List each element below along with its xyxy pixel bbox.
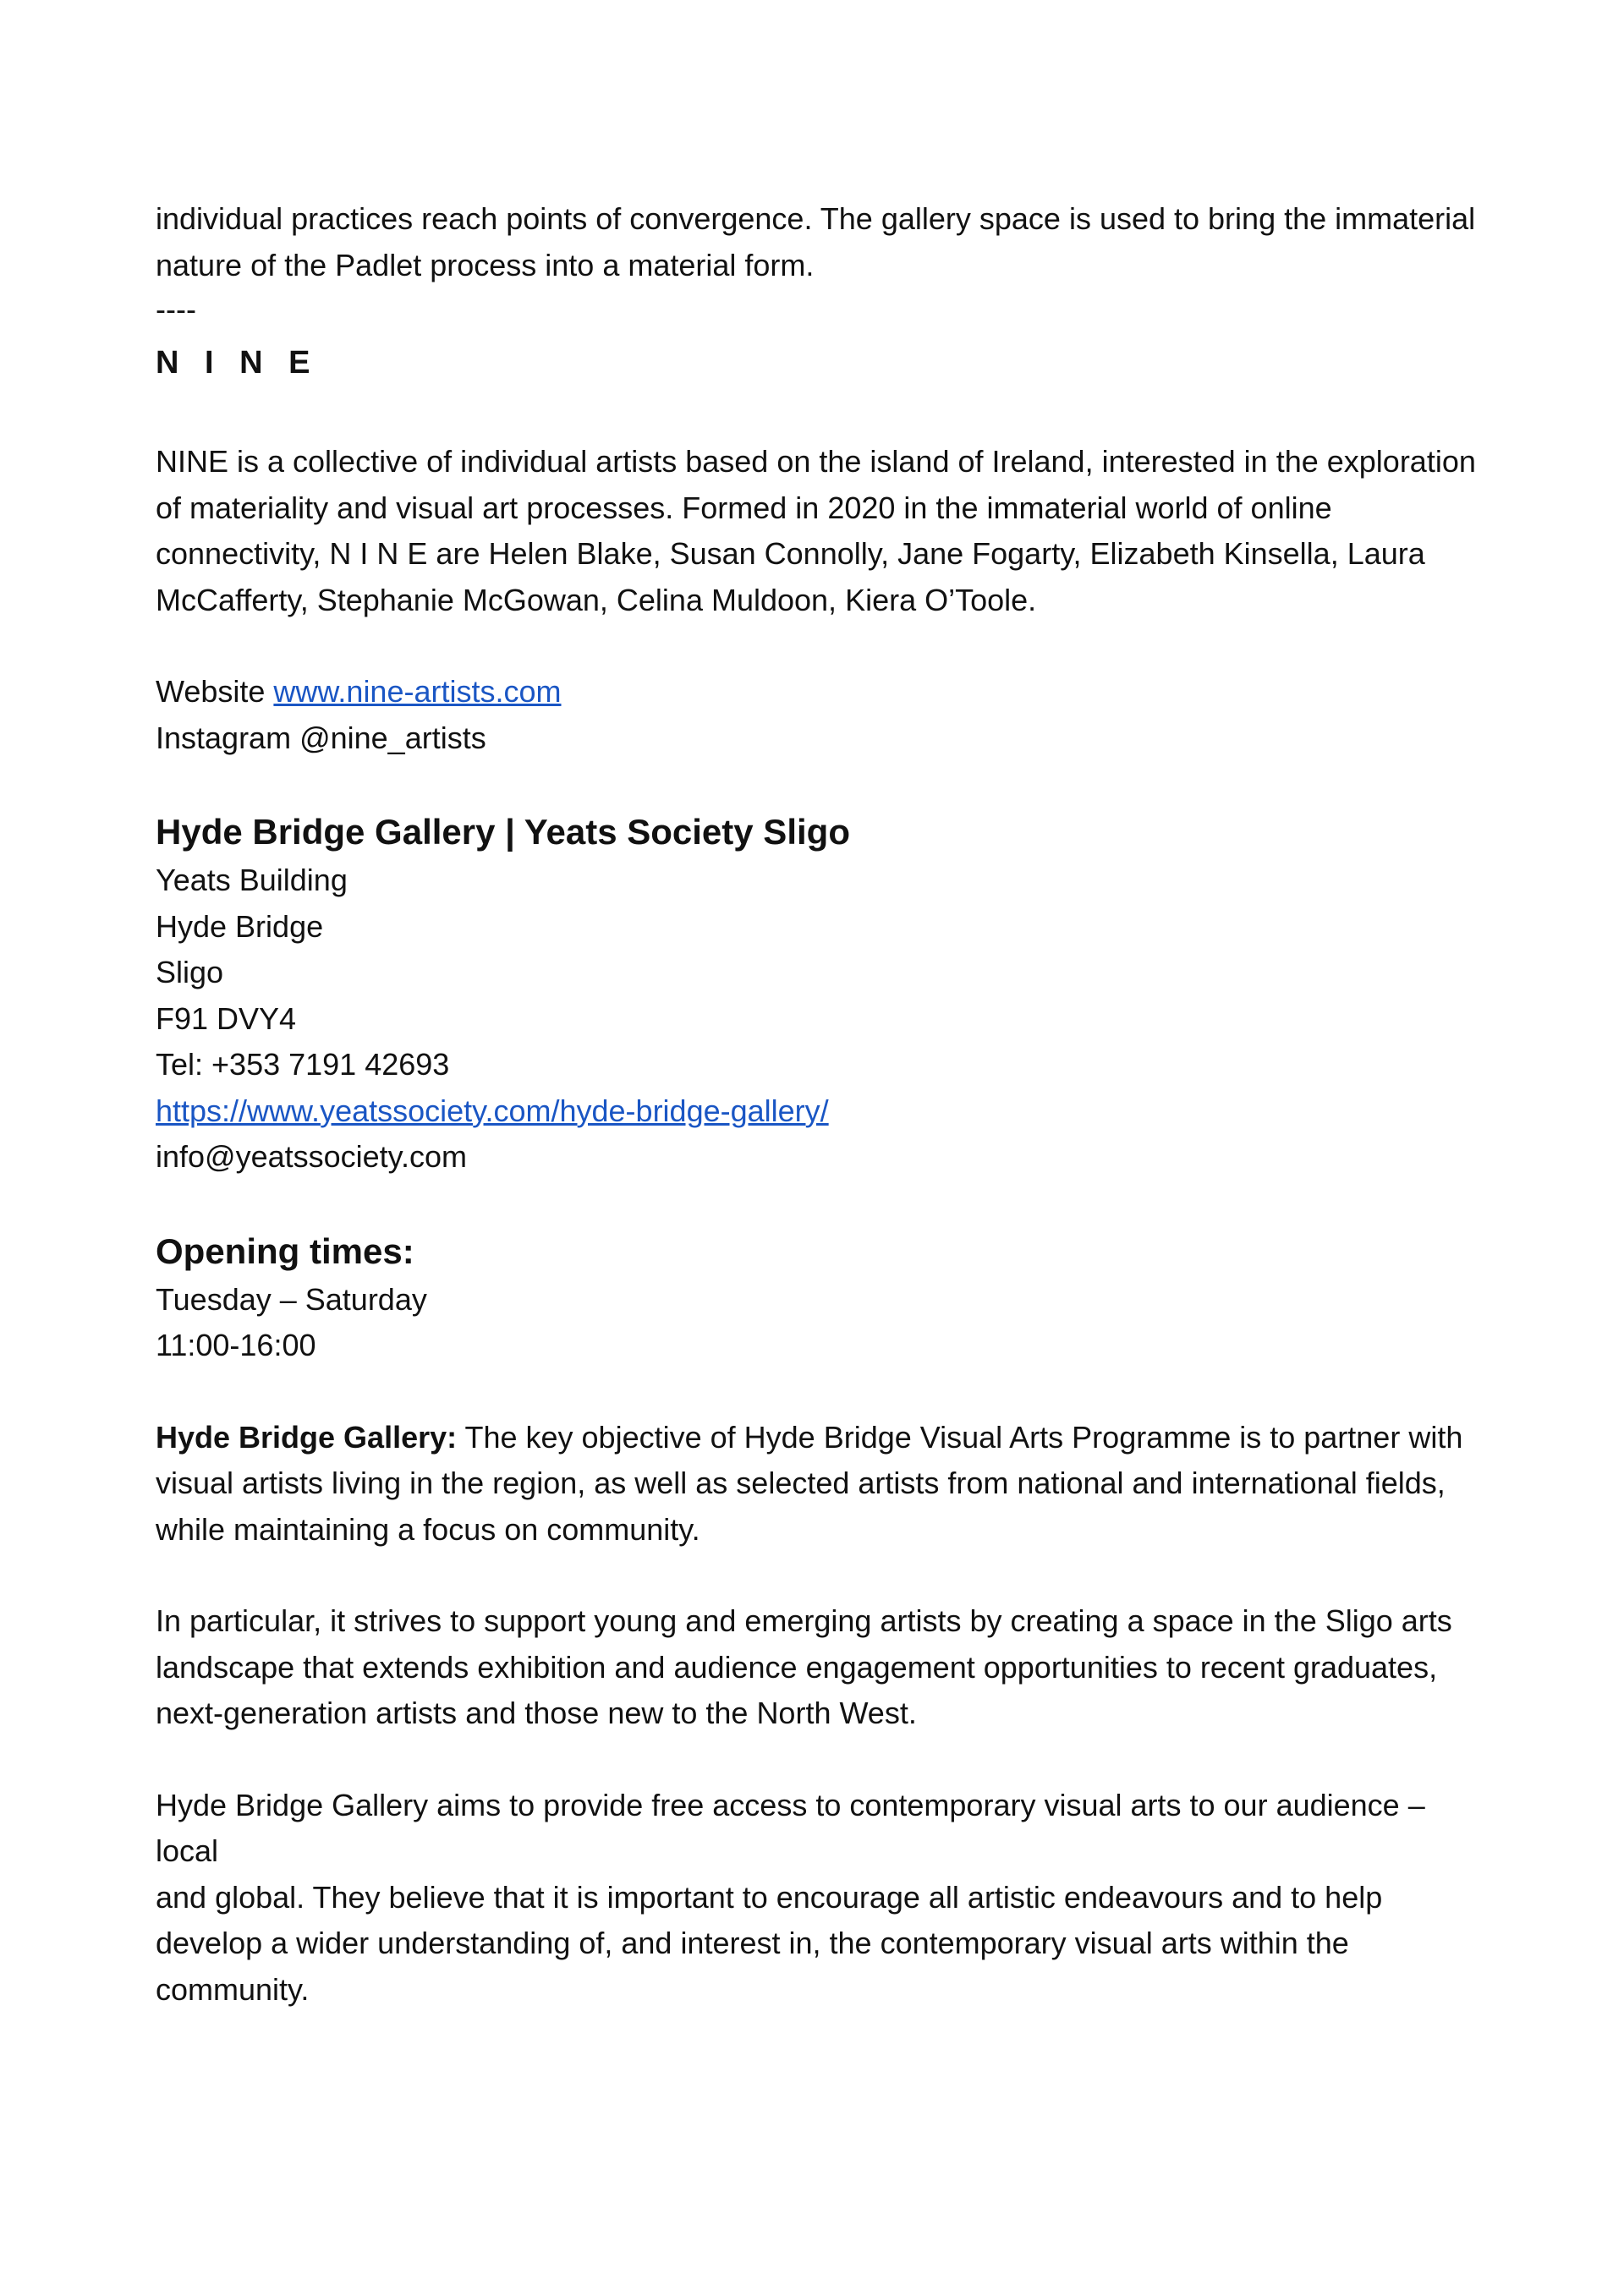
about-p1-line-3: while maintaining a focus on community.	[156, 1511, 700, 1547]
nine-paragraph	[156, 439, 1484, 623]
gallery-url-link[interactable]: https://www.yeatssociety.com/hyde-bridge-gallery/	[156, 1093, 829, 1128]
about-p3-line-2: and global. They believe that it is important to encourage all artistic endeavours and to help	[156, 1879, 1383, 1915]
nine-contacts	[156, 669, 1484, 761]
opening-days: Tuesday – Saturday	[156, 1281, 427, 1317]
address-line-4: F91 DVY4	[156, 1000, 297, 1036]
gallery-heading: Hyde Bridge Gallery | Yeats Society Sligo	[156, 812, 850, 852]
separator: ----	[156, 292, 196, 326]
address-line-3: Sligo	[156, 955, 224, 989]
address-line-2: Hyde Bridge	[156, 908, 324, 944]
address-line-1: Yeats Building	[156, 863, 348, 897]
about-p3-line-4: community.	[156, 1971, 310, 2007]
nine-heading: N I N E	[156, 345, 319, 381]
about-p2-line-2: landscape that extends exhibition and audience engagement opportunities to recent graduates,	[156, 1649, 1438, 1685]
nine-line-3: connectivity, N I N E are Helen Blake, Susan Connolly, Jane Fogarty, Elizabeth Kinsella, Laura	[156, 536, 1425, 571]
tel-line: Tel: +353 7191 42693	[156, 1047, 450, 1082]
intro-line-2: nature of the Padlet process into a material form.	[156, 247, 815, 282]
nine-line-2: of materiality and visual art processes. Formed in 2020 in the immaterial world of online	[156, 490, 1332, 525]
about-p3-line-3: develop a wider understanding of, and interest in, the contemporary visual arts within the	[156, 1926, 1349, 1960]
opening-heading: Opening times:	[156, 1230, 414, 1271]
website-link[interactable]: www.nine-artists.com	[273, 674, 562, 709]
opening-times	[156, 1277, 1484, 1369]
about-paragraph-3	[156, 1783, 1484, 2014]
about-p2-line-1: In particular, it strives to support young and emerging artists by creating a space in the Sligo arts	[156, 1603, 1452, 1638]
document-page	[156, 196, 1484, 2013]
gallery-address	[156, 858, 1484, 1181]
about-paragraph-1	[156, 1415, 1484, 1553]
instagram-line: Instagram @nine_artists	[156, 720, 486, 755]
email-line: info@yeatssociety.com	[156, 1139, 468, 1174]
nine-line-4: McCafferty, Stephanie McGowan, Celina Muldoon, Kiera O’Toole.	[156, 582, 1037, 617]
website-label: Website	[156, 674, 274, 709]
nine-line-1: NINE is a collective of individual artists based on the island of Ireland, interested in the exploration	[156, 444, 1476, 479]
about-p1-first-rest: The key objective of Hyde Bridge Visual Arts Programme is to partner with	[457, 1419, 1463, 1455]
gallery-url-line	[156, 1088, 1484, 1135]
about-p1-line-1	[156, 1415, 1484, 1461]
intro-paragraph	[156, 196, 1484, 331]
website-line	[156, 669, 1484, 715]
about-p3-line-1: Hyde Bridge Gallery aims to provide free access to contemporary visual arts to our audience – local	[156, 1787, 1425, 1868]
about-paragraph-2	[156, 1598, 1484, 1737]
about-label: Hyde Bridge Gallery:	[156, 1419, 458, 1455]
about-p1-line-2: visual artists living in the region, as well as selected artists from national and international fields,	[156, 1466, 1446, 1500]
intro-line-1: individual practices reach points of convergence. The gallery space is used to bring the immaterial	[156, 201, 1476, 236]
opening-hours: 11:00-16:00	[156, 1328, 316, 1362]
about-p2-line-3: next-generation artists and those new to the North West.	[156, 1696, 917, 1730]
